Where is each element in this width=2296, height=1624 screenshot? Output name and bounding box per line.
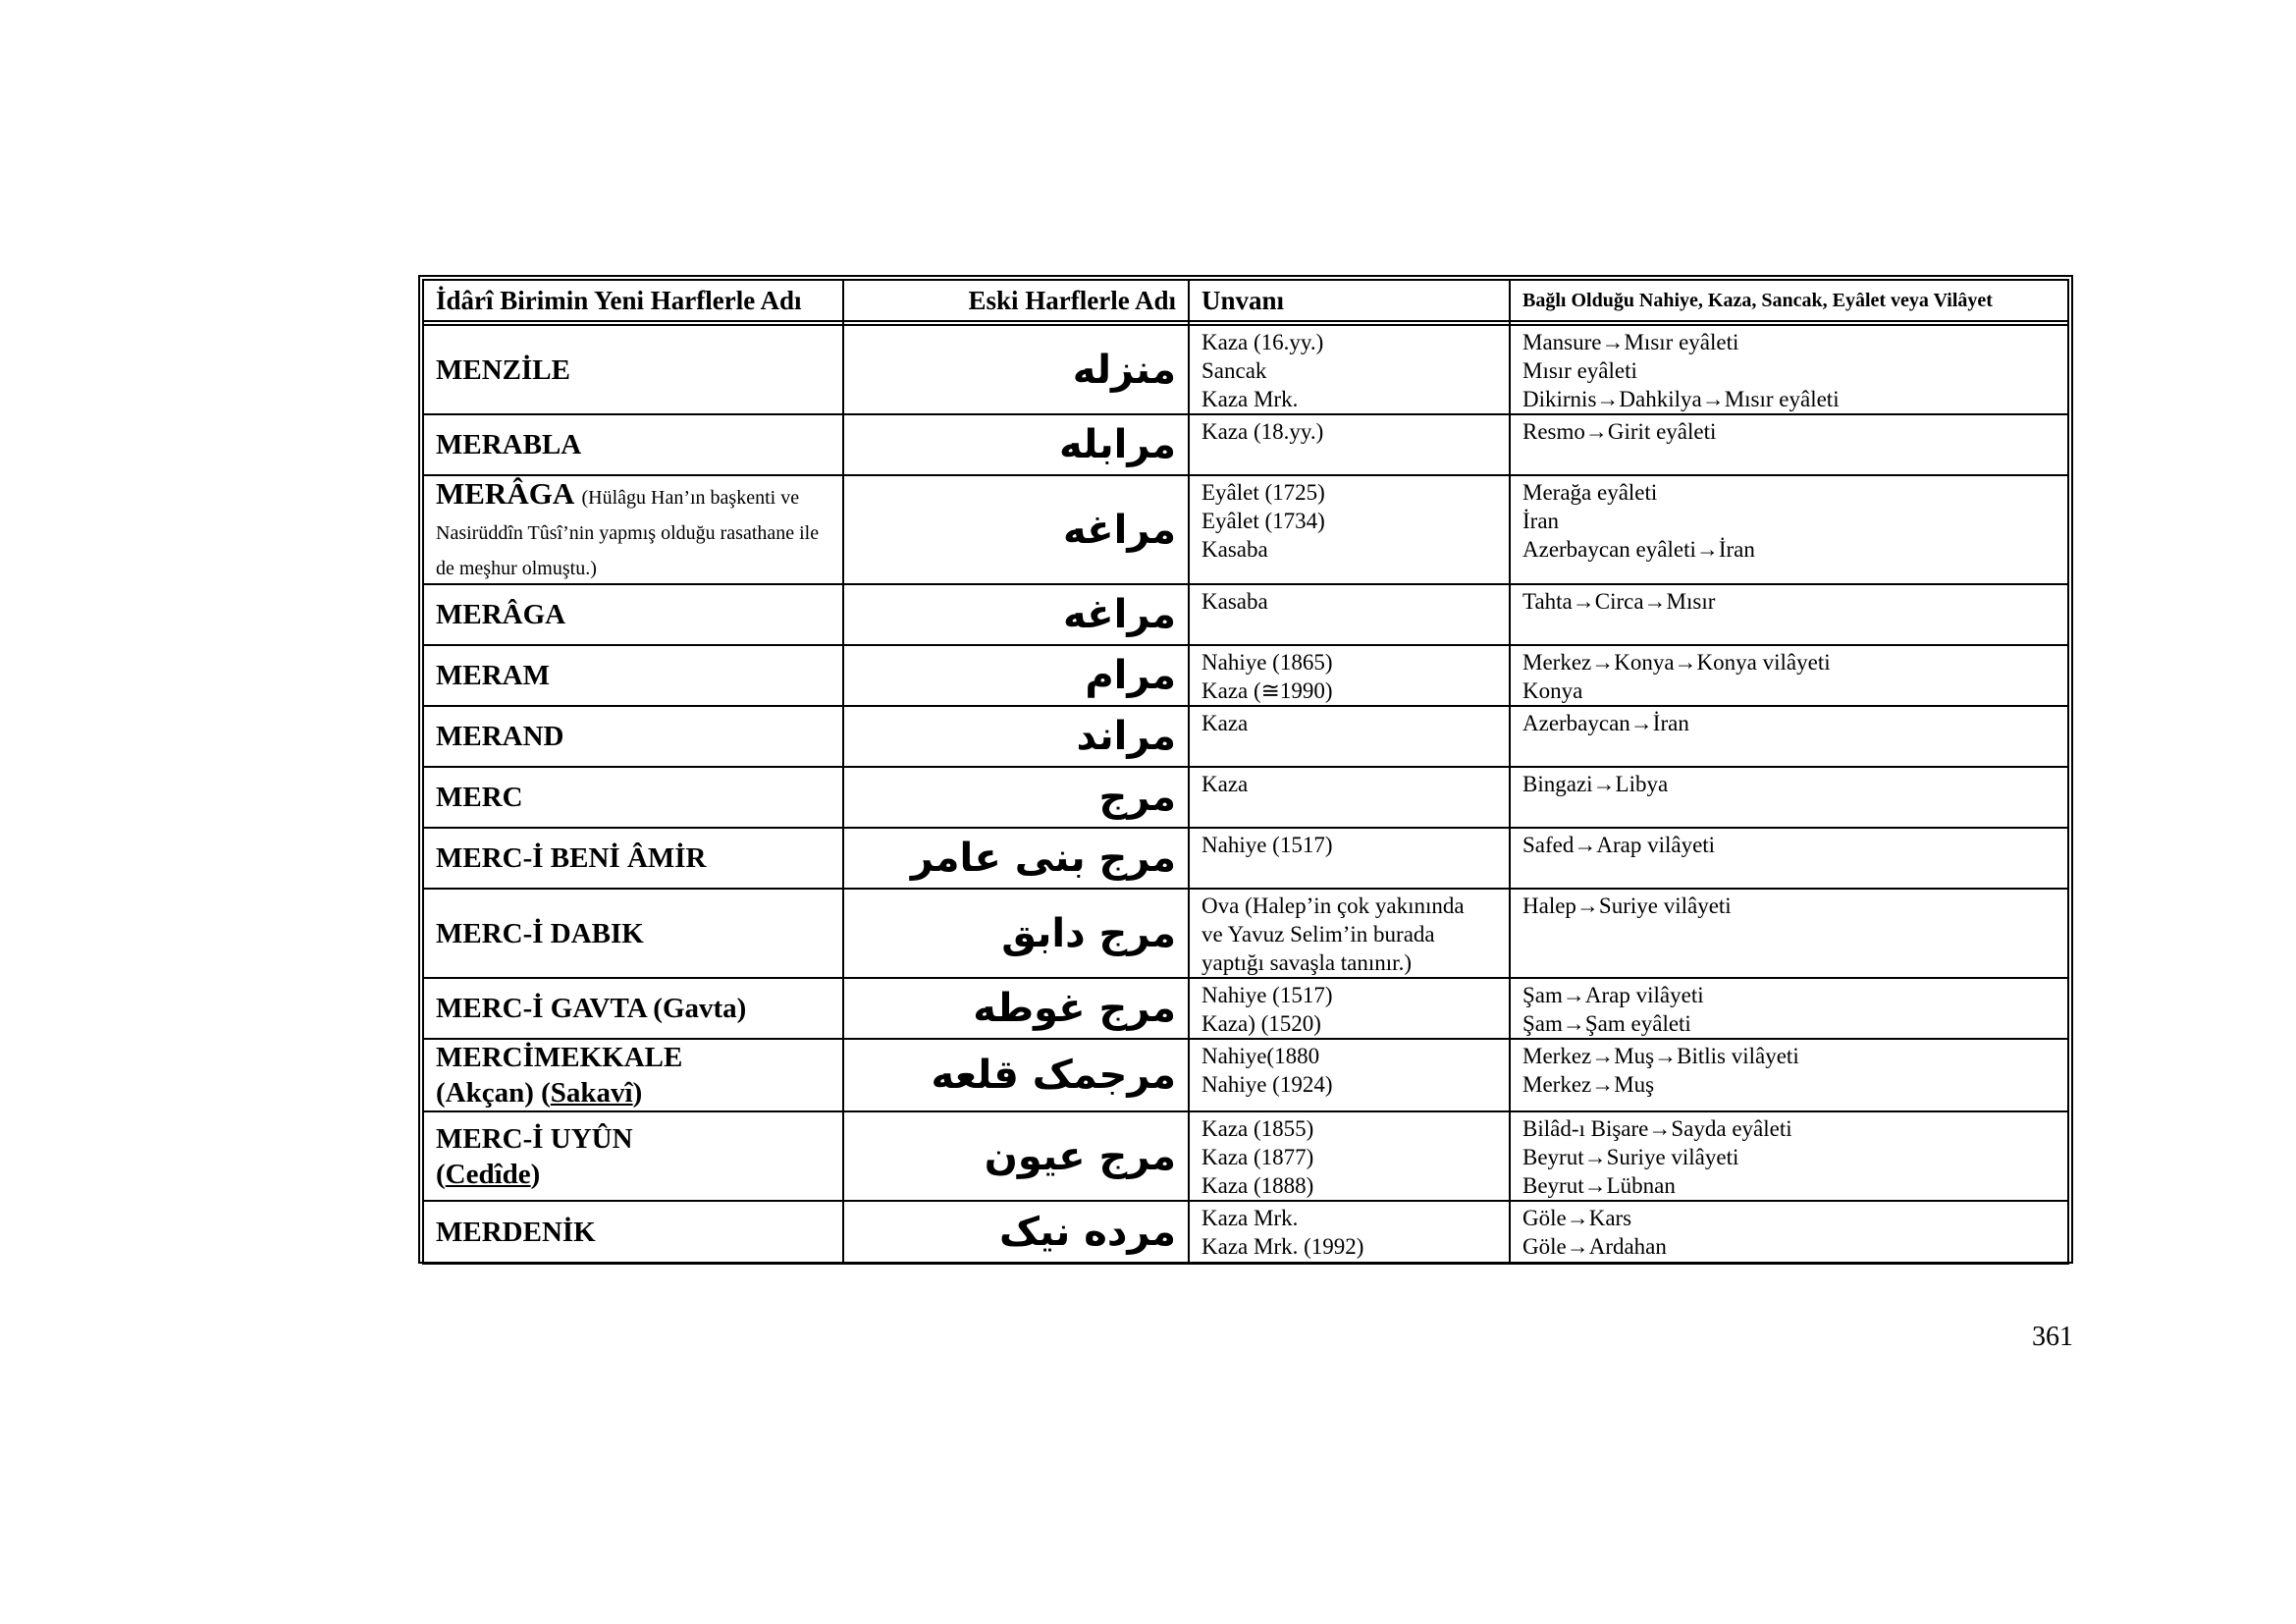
title-cell — [1189, 978, 1510, 1039]
place-name-cell — [423, 645, 843, 706]
affiliation-cell — [1510, 475, 2068, 584]
place-name-cell — [423, 1039, 843, 1111]
title-line: yaptığı savaşla tanınır.) — [1201, 950, 1412, 975]
place-name: MERC-İ GAVTA (Gavta) — [436, 993, 747, 1024]
affiliation-line: Şam→Arap vilâyeti — [1522, 983, 1704, 1007]
affiliation-line: Tahta→Circa→Mısır — [1522, 589, 1716, 614]
affiliation-line: Merkez→Muş→Bitlis vilâyeti — [1522, 1044, 1799, 1068]
place-name-cell — [423, 414, 843, 475]
arabic-name: مرابله — [843, 414, 1189, 475]
title-line: Kaza Mrk. (1992) — [1201, 1234, 1364, 1259]
title-line: Nahiye (1517) — [1201, 983, 1333, 1007]
arabic-name: مراند — [843, 706, 1189, 767]
title-line: Kasaba — [1201, 589, 1268, 614]
header-old-name: Eski Harflerle Adı — [843, 280, 1189, 321]
place-name: MERAM — [436, 660, 550, 691]
affiliation-line: Bilâd-ı Bişare→Sayda eyâleti — [1522, 1116, 1792, 1141]
affiliation-cell — [1510, 1201, 2068, 1264]
title-line: Eyâlet (1734) — [1201, 509, 1325, 533]
affiliation-cell — [1510, 325, 2068, 414]
alt-name-part: (Akçan) ( — [436, 1077, 551, 1109]
place-name: MERÂGA — [436, 476, 575, 511]
title-cell — [1189, 1111, 1510, 1201]
title-cell — [1189, 767, 1510, 828]
affiliation-line: Konya — [1522, 678, 1583, 703]
title-cell — [1189, 584, 1510, 645]
table-row — [423, 1039, 2068, 1111]
alt-name-underlined: Cedîde — [445, 1158, 531, 1190]
title-cell — [1189, 645, 1510, 706]
place-name-cell — [423, 828, 843, 889]
gazetteer-table-frame — [418, 275, 2073, 1264]
affiliation-line: Beyrut→Suriye vilâyeti — [1522, 1145, 1739, 1169]
affiliation-line: Göle→Kars — [1522, 1206, 1632, 1230]
place-note: (Hülâgu Han’ın başkenti ve Nasirüddîn Tûsî’nin yapmış olduğu rasathane ile de meşhur olmuştu.) — [436, 487, 820, 579]
affiliation-line: Beyrut→Lübnan — [1522, 1173, 1676, 1198]
title-line: Kaza (1855) — [1201, 1116, 1314, 1141]
affiliation-line: Bingazi→Libya — [1522, 772, 1669, 796]
place-name-cell — [423, 1111, 843, 1201]
affiliation-cell — [1510, 828, 2068, 889]
table-row — [423, 889, 2068, 978]
table-row — [423, 1201, 2068, 1264]
arabic-name: مرج غوطه — [843, 978, 1189, 1039]
title-cell — [1189, 414, 1510, 475]
title-cell — [1189, 828, 1510, 889]
title-line: Kaza (16.yy.) — [1201, 330, 1324, 354]
place-name-cell — [423, 325, 843, 414]
title-line: Kaza — [1201, 772, 1249, 796]
affiliation-line: Mansure→Mısır eyâleti — [1522, 330, 1739, 354]
affiliation-line: Merkez→Konya→Konya vilâyeti — [1522, 650, 1831, 675]
place-name-cell — [423, 767, 843, 828]
arabic-name: مرج دابق — [843, 889, 1189, 978]
title-line: Kasaba — [1201, 537, 1268, 562]
table-row — [423, 706, 2068, 767]
alt-name-part: ) — [632, 1077, 643, 1109]
title-line: Kaza (1877) — [1201, 1145, 1314, 1169]
header-title: Unvanı — [1189, 280, 1510, 321]
title-cell — [1189, 325, 1510, 414]
title-cell — [1189, 1039, 1510, 1111]
title-cell — [1189, 706, 1510, 767]
affiliation-cell — [1510, 767, 2068, 828]
title-line: Nahiye (1517) — [1201, 833, 1333, 857]
arabic-name: مرام — [843, 645, 1189, 706]
affiliation-line: Göle→Ardahan — [1522, 1234, 1667, 1259]
title-line: Nahiye (1924) — [1201, 1072, 1333, 1097]
arabic-name: مرج عيون — [843, 1111, 1189, 1201]
arabic-name: مرجمک قلعه — [843, 1039, 1189, 1111]
affiliation-cell — [1510, 706, 2068, 767]
affiliation-line: İran — [1522, 509, 1560, 533]
title-line: Sancak — [1201, 358, 1267, 383]
gazetteer-table — [422, 279, 2069, 1265]
affiliation-line: Dikirnis→Dahkilya→Mısır eyâleti — [1522, 387, 1840, 411]
table-row — [423, 414, 2068, 475]
place-name: MERABLA — [436, 429, 582, 460]
place-name: MERC-İ BENİ ÂMİR — [436, 842, 707, 874]
place-name-cell — [423, 706, 843, 767]
affiliation-line: Merağa eyâleti — [1522, 480, 1658, 505]
title-cell — [1189, 475, 1510, 584]
affiliation-line: Halep→Suriye vilâyeti — [1522, 893, 1732, 918]
affiliation-cell — [1510, 1039, 2068, 1111]
arabic-name: مراغه — [843, 584, 1189, 645]
place-name-cell — [423, 1201, 843, 1264]
table-row — [423, 325, 2068, 414]
affiliation-line: Resmo→Girit eyâleti — [1522, 419, 1717, 444]
title-line: Kaza (≅1990) — [1201, 678, 1333, 703]
header-new-name: İdârî Birimin Yeni Harflerle Adı — [423, 280, 843, 321]
arabic-name: منزله — [843, 325, 1189, 414]
title-line: Ova (Halep’in çok yakınında — [1201, 893, 1465, 918]
table-row — [423, 475, 2068, 584]
affiliation-line: Şam→Şam eyâleti — [1522, 1011, 1691, 1036]
title-cell — [1189, 889, 1510, 978]
table-row — [423, 828, 2068, 889]
alt-name-part: ( — [436, 1158, 446, 1190]
page-number: 361 — [2032, 1322, 2073, 1352]
place-name-cell — [423, 889, 843, 978]
affiliation-cell — [1510, 645, 2068, 706]
header-affiliation: Bağlı Olduğu Nahiye, Kaza, Sancak, Eyâlet veya Vilâyet — [1510, 280, 2068, 321]
affiliation-line: Safed→Arap vilâyeti — [1522, 833, 1716, 857]
title-line: ve Yavuz Selim’in burada — [1201, 922, 1435, 947]
place-name-cell — [423, 978, 843, 1039]
place-name: MERC-İ DABIK — [436, 917, 644, 949]
table-row — [423, 978, 2068, 1039]
place-name: MERDENİK — [436, 1217, 596, 1248]
affiliation-cell — [1510, 1111, 2068, 1201]
affiliation-cell — [1510, 584, 2068, 645]
arabic-name: مرج بنى عامر — [843, 828, 1189, 889]
place-name: MERC-İ UYÛN — [436, 1122, 633, 1155]
title-line: Nahiye (1865) — [1201, 650, 1333, 675]
table-header-row — [423, 280, 2068, 321]
table-row — [423, 645, 2068, 706]
affiliation-cell — [1510, 978, 2068, 1039]
affiliation-line: Azerbaycan→İran — [1522, 711, 1689, 735]
arabic-name: مرج — [843, 767, 1189, 828]
place-name: MERAND — [436, 721, 564, 752]
place-name: MERCİMEKKALE — [436, 1042, 683, 1073]
table-row — [423, 1111, 2068, 1201]
affiliation-line: Mısır eyâleti — [1522, 358, 1637, 383]
arabic-name: مرده نيک — [843, 1201, 1189, 1264]
place-name: MENZİLE — [436, 353, 570, 386]
title-line: Kaza (18.yy.) — [1201, 419, 1324, 444]
alt-name-underlined: Sakavî — [550, 1077, 633, 1109]
title-cell — [1189, 1201, 1510, 1264]
title-line: Eyâlet (1725) — [1201, 480, 1325, 505]
affiliation-line: Merkez→Muş — [1522, 1072, 1655, 1097]
affiliation-cell — [1510, 889, 2068, 978]
title-line: Kaza Mrk. — [1201, 387, 1299, 411]
arabic-name: مراغه — [843, 475, 1189, 584]
table-row — [423, 767, 2068, 828]
table-row — [423, 584, 2068, 645]
affiliation-cell — [1510, 414, 2068, 475]
title-line: Kaza Mrk. — [1201, 1206, 1299, 1230]
place-name: MERÂGA — [436, 599, 566, 630]
title-line: Nahiye(1880 — [1201, 1044, 1320, 1068]
title-line: Kaza) (1520) — [1201, 1011, 1321, 1036]
place-name: MERC — [436, 782, 523, 813]
place-name-cell — [423, 584, 843, 645]
title-line: Kaza (1888) — [1201, 1173, 1314, 1198]
alt-name-part: ) — [530, 1158, 541, 1190]
title-line: Kaza — [1201, 711, 1249, 735]
affiliation-line: Azerbaycan eyâleti→İran — [1522, 537, 1755, 562]
place-name-cell — [423, 475, 843, 584]
